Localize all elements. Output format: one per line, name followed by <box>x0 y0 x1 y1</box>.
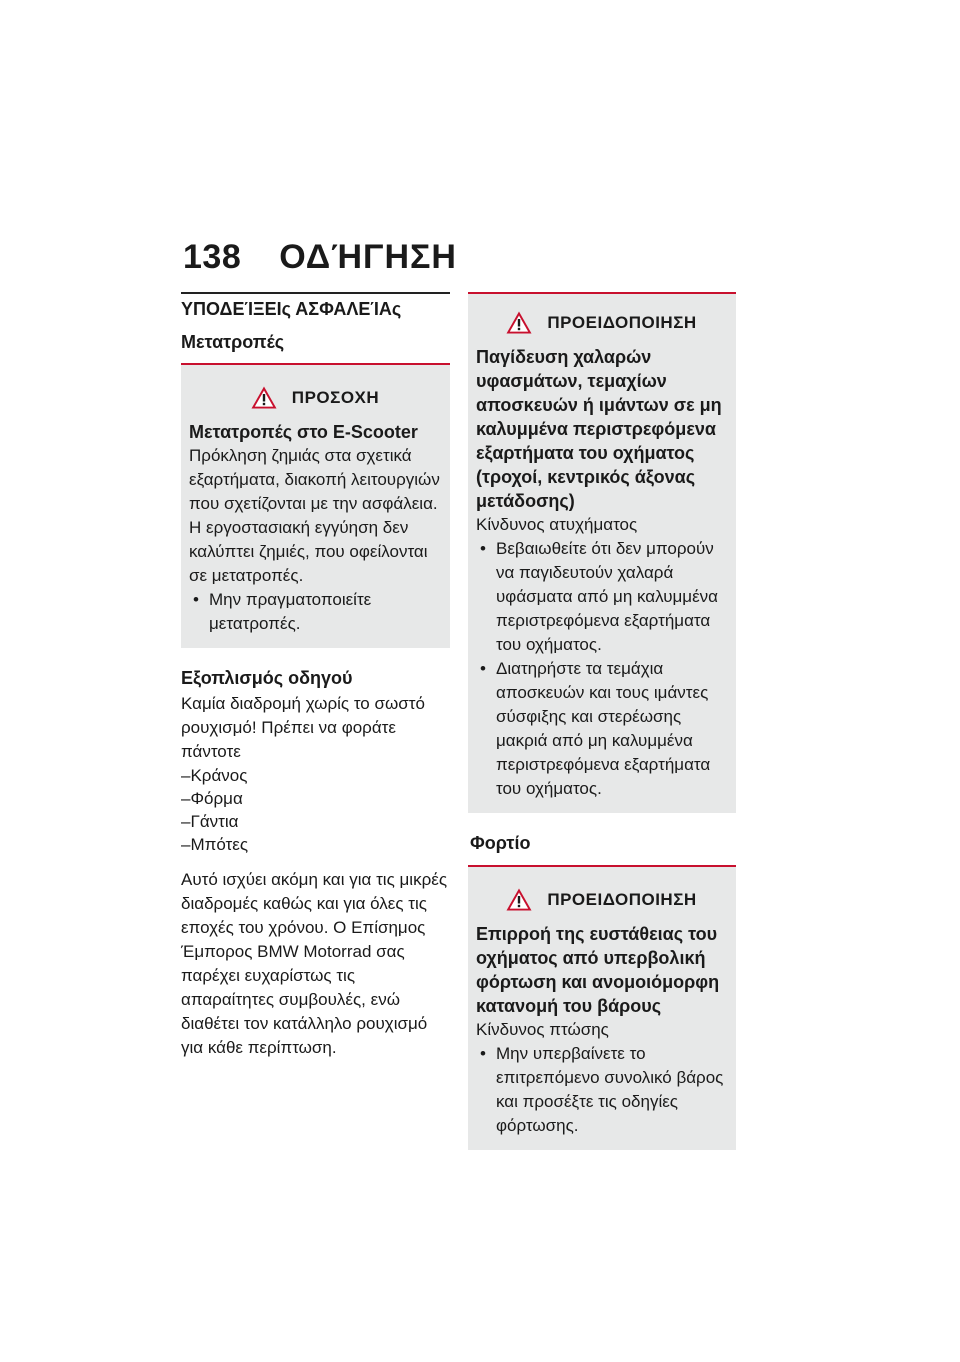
warning-header <box>476 887 726 912</box>
warning-triangle-icon <box>250 385 278 410</box>
warning-bullets <box>476 1042 726 1138</box>
list-item: –Γάντια <box>181 812 239 831</box>
list-item: –Κράνος <box>181 766 248 785</box>
warning-bullets <box>476 537 726 801</box>
warning-triangle-icon <box>505 310 533 335</box>
caution-label: ΠΡΟΣΟΧΗ <box>291 387 380 407</box>
warning-box-load <box>468 867 736 1150</box>
cargo-title: Φορτίο <box>468 813 736 867</box>
left-column <box>181 292 450 1060</box>
right-column <box>468 292 736 1150</box>
warning-text: Κίνδυνος ατυχήματος <box>476 515 638 534</box>
list-item: • Βεβαιωθείτε ότι δεν μπορούν να παγιδευτούν χαλαρά υφάσματα από μη καλυμμένα περιστρεφόμενα εξαρτήματα του οχήματος. <box>476 537 726 657</box>
equipment-intro: Καμία διαδρομή χωρίς το σωστό ρουχισμό! Πρέπει να φοράτε πάντοτε <box>181 694 425 761</box>
chapter-title: ΟΔΉΓΗΣΗ <box>279 238 457 276</box>
list-item: • Μην πραγματοποιείτε μετατροπές. <box>189 588 440 636</box>
list-item: –Μπότες <box>181 835 249 854</box>
warning-text: Κίνδυνος πτώσης <box>476 1020 609 1039</box>
page-number: 138 <box>183 238 242 276</box>
list-item: • Μην υπερβαίνετε το επιτρεπόμενο συνολικό βάρος και προσέξτε τις οδηγίες φόρτωσης. <box>476 1042 726 1138</box>
warning-header <box>476 310 726 335</box>
caution-box <box>181 365 450 648</box>
list-item: –Φόρμα <box>181 789 243 808</box>
warning-label: ΠΡΟΕΙΔΟΠΟΙΗΣΗ <box>547 312 697 332</box>
warning-box-entrapment <box>468 292 736 813</box>
page-header <box>183 238 457 277</box>
equipment-list <box>181 764 450 856</box>
list-item: • Διατηρήστε τα τεμάχια αποσκευών και τους ιμάντες σύσφιξης και στερέωσης μακριά από μη καλυμμένα περιστρεφόμενα εξαρτήματα του οχήματος. <box>476 657 726 801</box>
caution-bullets <box>189 588 440 636</box>
warning-title: Επιρροή της ευστάθειας του οχήματος από υπερβολική φόρτωση και ανομοιόμορφη κατανομή του βάρους <box>476 924 720 1016</box>
equipment-section <box>181 666 450 1060</box>
warning-label: ΠΡΟΕΙΔΟΠΟΙΗΣΗ <box>547 889 697 909</box>
warning-title: Παγίδευση χαλαρών υφασμάτων, τεμαχίων αποσκευών ή ιμάντων σε μη καλυμμένα περιστρεφόμενα εξαρτήματα του οχήματος (τροχοί, κεντρικός άξονας μετάδοσης) <box>476 347 722 511</box>
section-title: ΥΠΟΔΕΊΞΕΙς ΑΣΦΑΛΕΊΑς <box>181 292 450 324</box>
caution-title: Μετατροπές στο E-Scooter <box>189 422 418 442</box>
caution-text: Πρόκληση ζημιάς στα σχετικά εξαρτήματα, διακοπή λειτουργιών που σχετίζονται με την ασφάλεια. Η εργοστασιακή εγγύηση δεν καλύπτει ζημιές, που οφείλονται σε μετατροπές. <box>189 446 440 585</box>
warning-triangle-icon <box>505 887 533 912</box>
equipment-title: Εξοπλισμός οδηγού <box>181 668 353 688</box>
sub-title-modifications: Μετατροπές <box>181 324 450 365</box>
equipment-text: Αυτό ισχύει ακόμη και για τις μικρές διαδρομές καθώς και για όλες τις εποχές του χρόνου. Ο Επίσημος Έμπορος BMW Motorrad σας παρέχει ευχαρίστως τις απαραίτητες συμβουλές, ενώ διαθέτει τον κατάλληλο ρουχισμό για κάθε περίπτωση. <box>181 870 448 1057</box>
caution-header <box>189 385 440 410</box>
